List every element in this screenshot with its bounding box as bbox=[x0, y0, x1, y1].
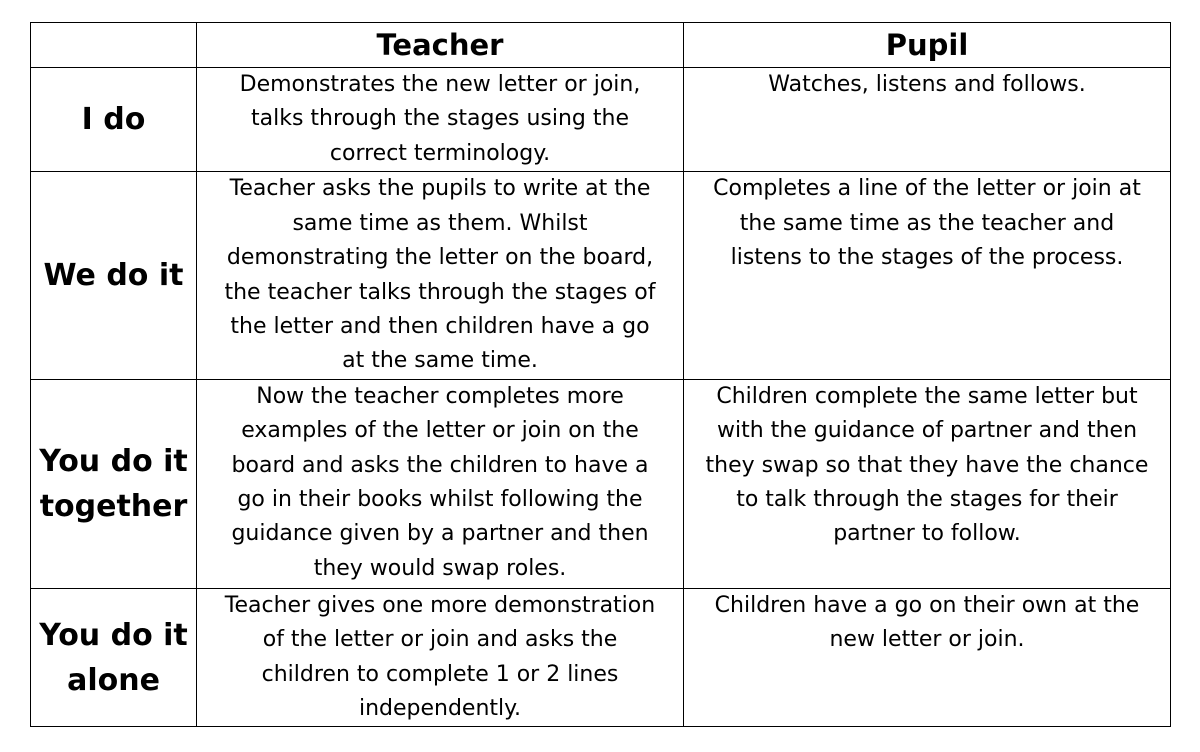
teacher-text: Demonstrates the new letter or join, talks through the stages using the correct terminology. bbox=[239, 72, 641, 166]
corner-cell bbox=[31, 23, 197, 68]
pupil-cell bbox=[684, 379, 1171, 588]
row-label-cell bbox=[31, 172, 197, 380]
pupil-text: Children complete the same letter but with the guidance of partner and then they swap so that they have the chance to talk through the stages for their partner to follow. bbox=[705, 383, 1149, 547]
row-label: We do it bbox=[43, 258, 184, 294]
teacher-text: Teacher gives one more demonstration of the letter or join and asks the children to complete 1 or 2 lines independently. bbox=[224, 592, 656, 722]
header-row bbox=[31, 23, 1171, 68]
pupil-cell bbox=[684, 68, 1171, 172]
teacher-cell bbox=[197, 172, 684, 380]
teacher-text: Teacher asks the pupils to write at the same time as them. Whilst demonstrating the letter on the board, the teacher talks through the stages of the letter and then children have a go at the same time. bbox=[224, 176, 656, 374]
pupil-cell bbox=[684, 588, 1171, 727]
teacher-column-header: Teacher bbox=[197, 23, 684, 68]
pupil-cell bbox=[684, 172, 1171, 380]
row-label-cell bbox=[31, 68, 197, 172]
row-label: You do it alone bbox=[39, 617, 188, 698]
teacher-cell bbox=[197, 68, 684, 172]
pupil-text: Completes a line of the letter or join at the same time as the teacher and listens to the stages of the process. bbox=[713, 176, 1141, 271]
table-row bbox=[31, 379, 1171, 588]
table-row bbox=[31, 68, 1171, 172]
pupil-column-header: Pupil bbox=[684, 23, 1171, 68]
row-label-cell bbox=[31, 379, 197, 588]
teacher-cell bbox=[197, 588, 684, 727]
pupil-text: Children have a go on their own at the new letter or join. bbox=[714, 592, 1140, 653]
teaching-stages-table bbox=[30, 22, 1171, 727]
table-row bbox=[31, 172, 1171, 380]
row-label-cell bbox=[31, 588, 197, 727]
row-label: You do it together bbox=[39, 443, 188, 524]
teacher-text: Now the teacher completes more examples of the letter or join on the board and asks the children to have a go in their books whilst following the guidance given by a partner and then they would swap roles. bbox=[231, 383, 649, 581]
row-label: I do bbox=[81, 102, 146, 138]
teacher-cell bbox=[197, 379, 684, 588]
table-row bbox=[31, 588, 1171, 727]
pupil-text: Watches, listens and follows. bbox=[768, 72, 1086, 97]
